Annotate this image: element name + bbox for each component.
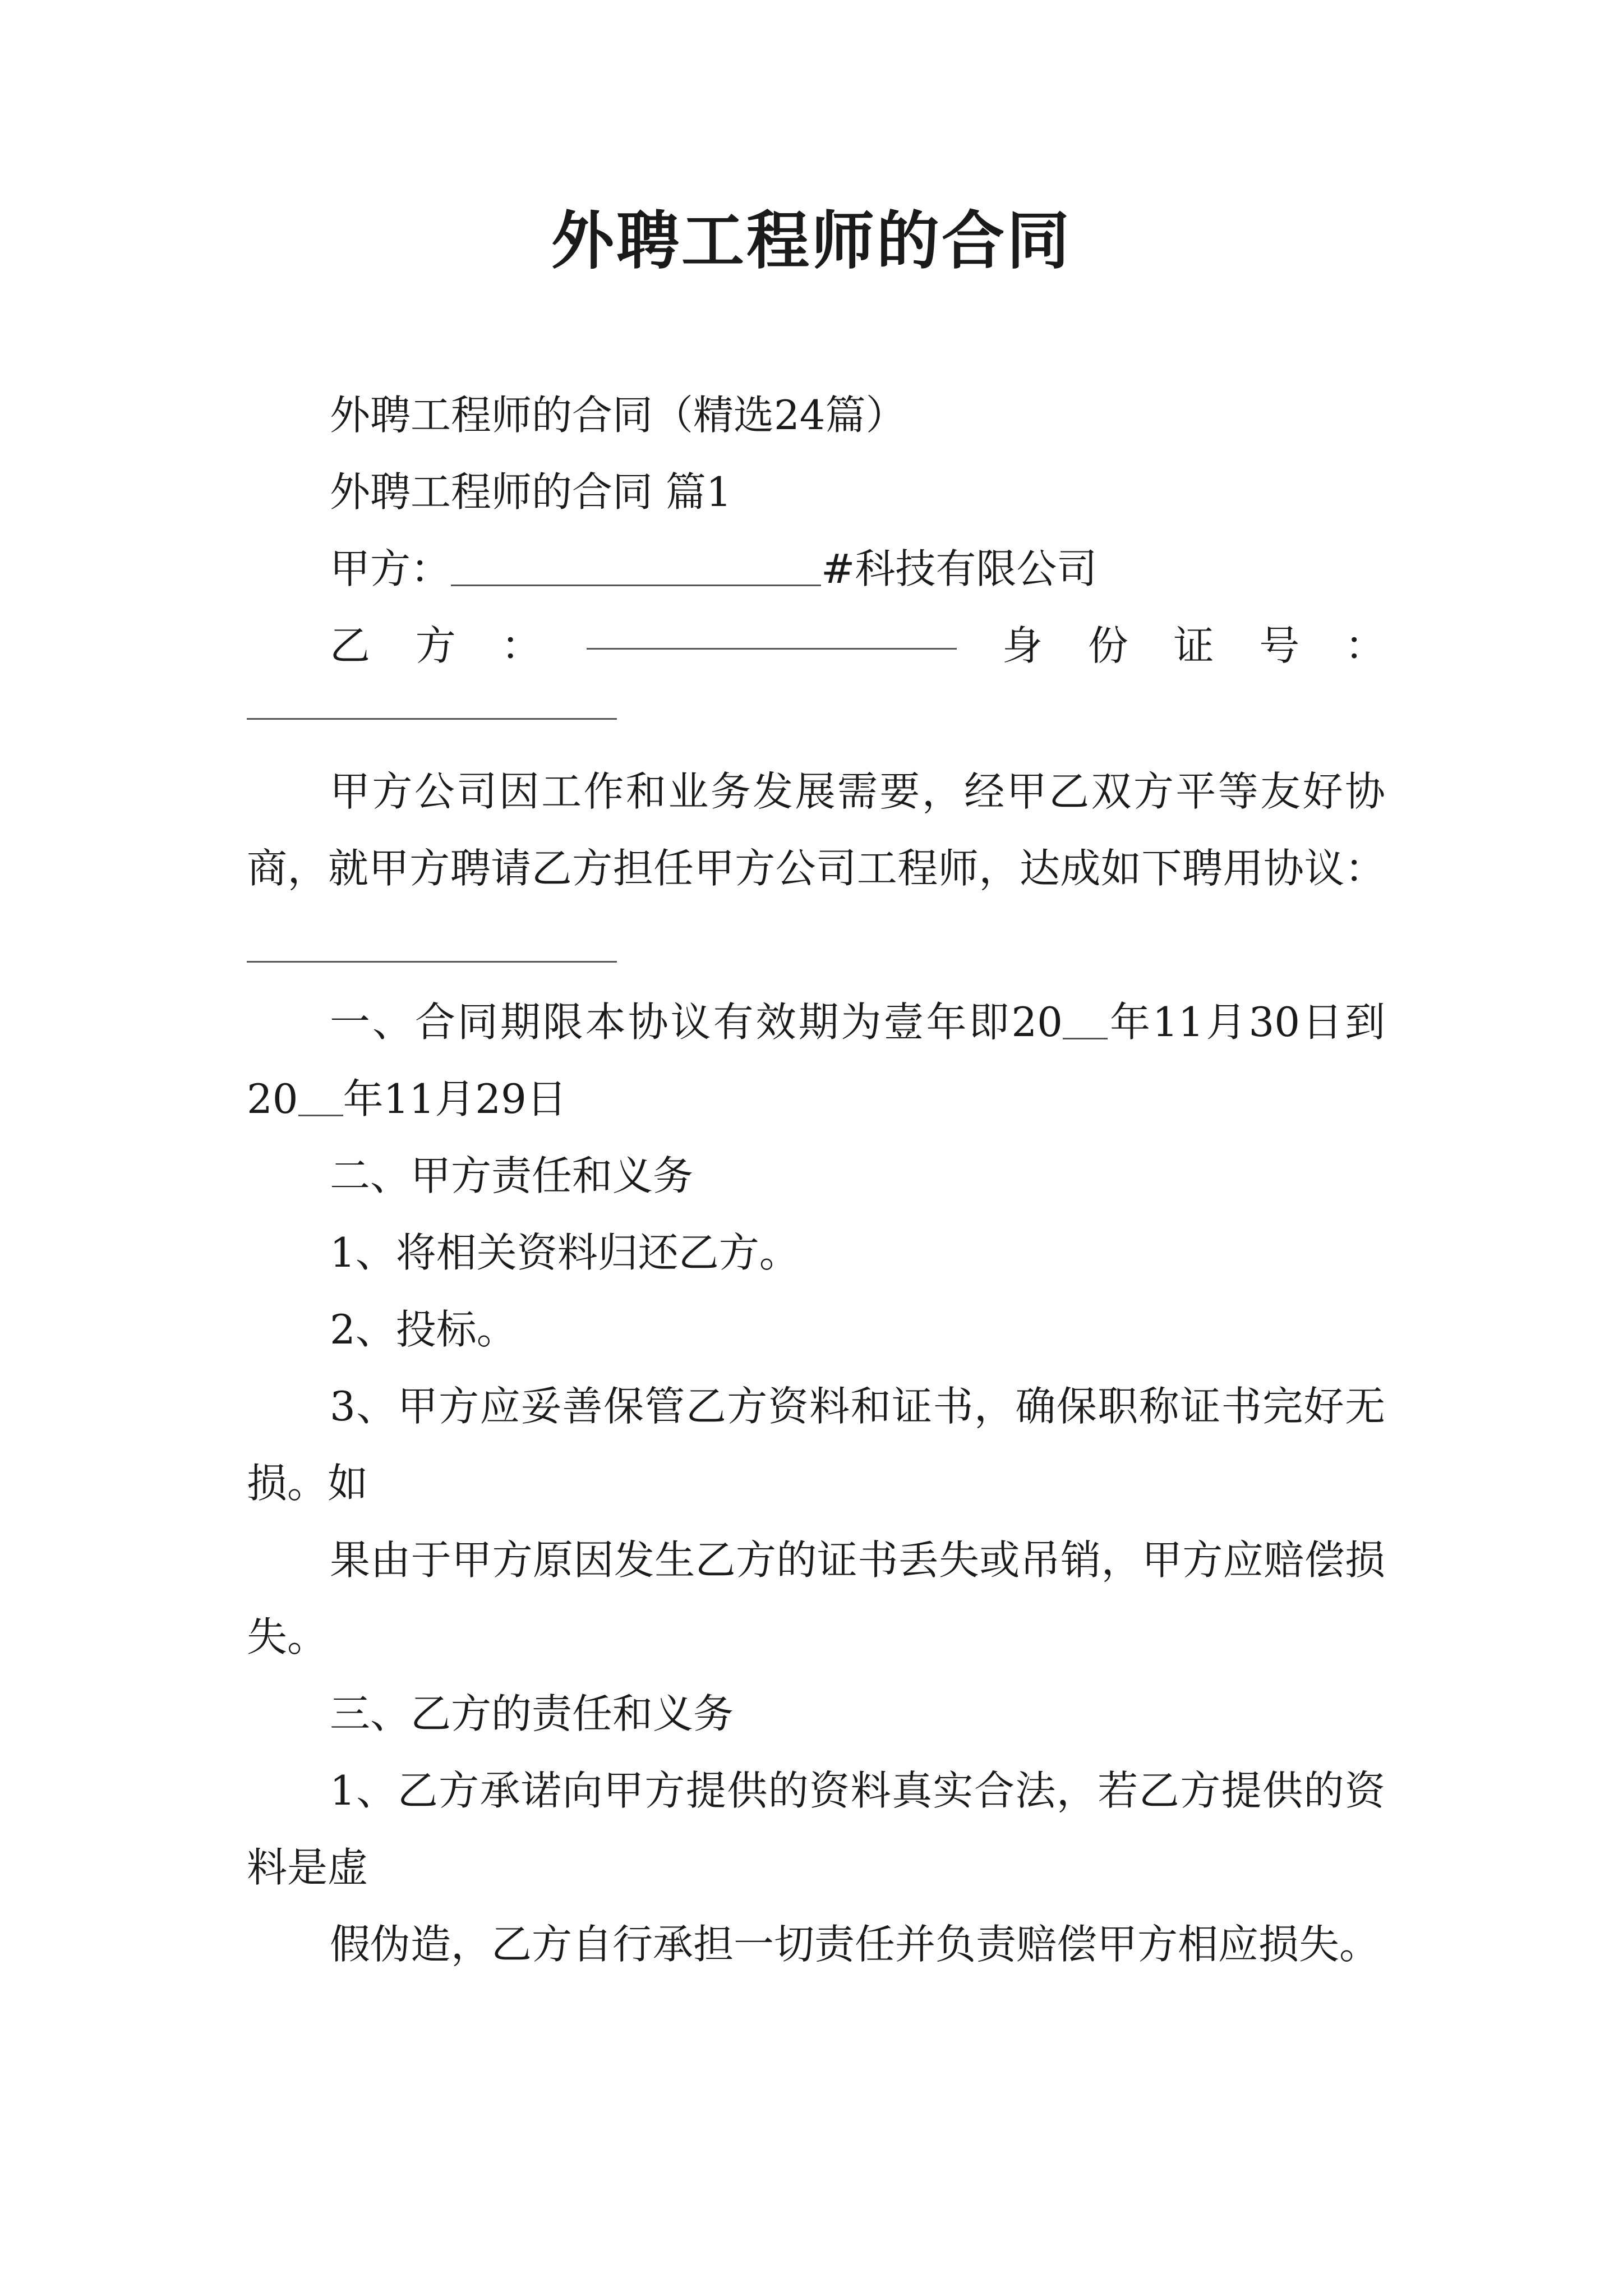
id-number-char: 身 <box>1002 622 1043 669</box>
party-b-char: ： <box>501 622 542 669</box>
item-3-1a: 1、乙方承诺向甲方提供的资料真实合法，若乙方提供的资料是虚 <box>247 1767 1385 1891</box>
document-body <box>247 377 1385 1983</box>
party-a-line <box>247 531 1385 608</box>
item-2-1: 1、将相关资料归还乙方。 <box>330 1229 800 1276</box>
section-heading: 外聘工程师的合同 篇1 <box>330 468 732 516</box>
item-2-2: 2、投标。 <box>330 1306 517 1353</box>
item-3-1b: 假伪造，乙方自行承担一切责任并负责赔偿甲方相应损失。 <box>330 1921 1380 1968</box>
agreement-blank <box>247 921 617 963</box>
section2-title: 二、甲方责任和义务 <box>330 1152 694 1199</box>
term-suffix: 年11月29日 <box>343 1075 567 1122</box>
term-mid: 年11月30日到20 <box>247 999 1385 1122</box>
year-blank-start <box>1063 997 1108 1039</box>
party-b-char: 乙 <box>330 622 371 669</box>
term-prefix: 一、合同期限本协议有效期为壹年即20 <box>330 999 1063 1046</box>
id-number-char: 证 <box>1173 622 1214 669</box>
party-a-blank <box>451 544 821 586</box>
party-b-blank <box>587 608 957 650</box>
id-number-char: 份 <box>1087 622 1128 669</box>
intro-paragraph <box>247 753 1385 984</box>
intro-text: 甲方公司因工作和业务发展需要，经甲乙双方平等友好协商，就甲方聘请乙方担任甲方公司工程师，达成如下聘用协议： <box>247 768 1385 892</box>
id-number-char: 号 <box>1259 622 1300 669</box>
item-2-3a: 3、甲方应妥善保管乙方资料和证书，确保职称证书完好无损。如 <box>247 1383 1385 1507</box>
id-number-char: ： <box>1344 622 1385 669</box>
term-paragraph <box>247 984 1385 1138</box>
party-b-line <box>247 608 1385 684</box>
item-2-3b: 果由于甲方原因发生乙方的证书丢失或吊销，甲方应赔偿损失。 <box>247 1536 1385 1660</box>
party-b-char: 方 <box>415 622 456 669</box>
party-a-label: 甲方： <box>330 545 451 592</box>
id-number-blank <box>247 684 617 720</box>
subtitle: 外聘工程师的合同（精选24篇） <box>330 392 906 439</box>
section3-title: 三、乙方的责任和义务 <box>330 1690 734 1737</box>
year-blank-end <box>298 1074 343 1116</box>
party-a-suffix: #科技有限公司 <box>821 545 1098 592</box>
document-title: 外聘工程师的合同 <box>551 204 1072 278</box>
